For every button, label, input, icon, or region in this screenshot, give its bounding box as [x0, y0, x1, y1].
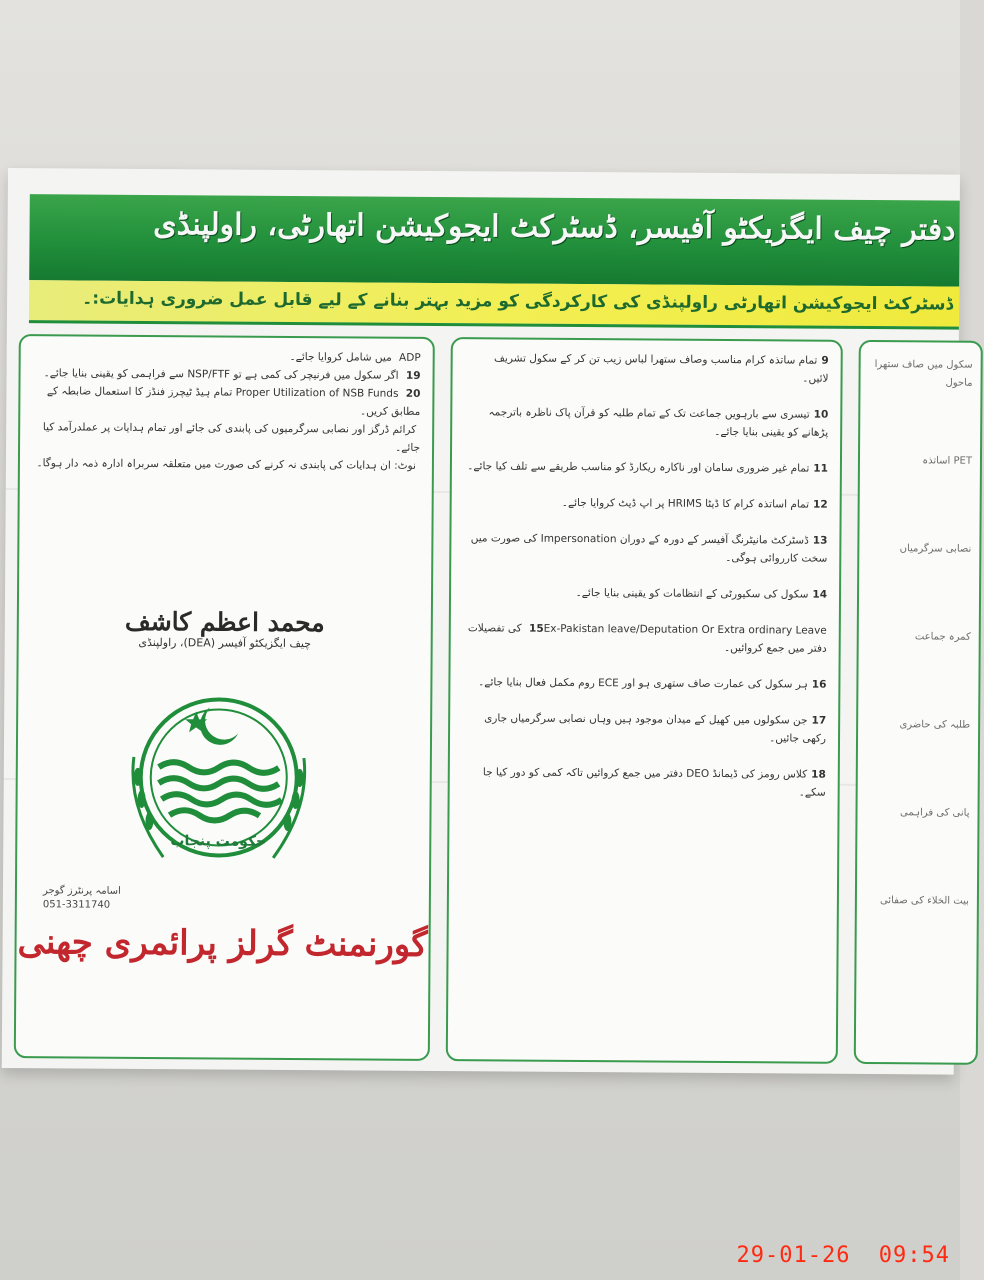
list-item: 9تمام ساتذہ کرام مناسب وصاف ستھرا لباس زیب تن کر کے سکول تشریف لائیں۔	[494, 352, 829, 385]
right-fragment: PET اساتذہ	[922, 455, 973, 467]
list-item: 18کلاس رومز کی ڈیمانڈ DEO دفتر میں جمع کروائیں تاکہ کمی کو دور کیا جا سکے۔	[482, 766, 826, 799]
printer-name: اسامہ پرنٹرز گوجر	[42, 885, 121, 897]
logo-caption: حکومت پنجاب	[170, 833, 267, 850]
list-item: 10تیسری سے بارہویں جماعت تک کے تمام طلبہ کو قرآن پاک ناظرہ باترجمہ پڑھانے کو یقینی بنایا جائے۔	[488, 406, 829, 439]
signature-name: محمد اعظم کاشف	[124, 606, 325, 638]
right-fragment: نصابی سرگرمیاں	[899, 543, 972, 555]
timestamp-date: 29-01-26	[736, 1243, 851, 1268]
right-fragment: کمرہ جماعت	[914, 631, 971, 643]
signature-title: چیف ایگزیکٹو آفیسر (DEA)، راولپنڈی	[138, 635, 312, 651]
left-column	[14, 334, 435, 1061]
list-item: 12تمام اساتذہ کرام کا ڈیٹا HRIMS پر اپ ڈیٹ کروایا جائے۔	[561, 496, 828, 511]
list-item: 11تمام غیر ضروری سامان اور ناکارہ ریکارڈ کو مناسب طریقے سے تلف کیا جائے۔	[467, 460, 828, 475]
right-column	[854, 340, 983, 1065]
list-item: 19 اگر سکول میں فرنیچر کی کمی ہے تو NSP/FTF سے فراہمی کو یقینی بنایا جائے۔	[43, 367, 421, 382]
notice-banner	[2, 168, 973, 1075]
header-bar	[29, 194, 960, 286]
note-item: نوٹ: ان ہدایات کی پابندی نہ کرنے کی صورت میں متعلقہ سربراہ ادارہ ذمہ دار ہوگا۔	[36, 457, 416, 472]
right-fragment: سکول میں صاف ستھرا ماحول	[874, 359, 973, 389]
subtitle-bar	[29, 280, 959, 329]
right-fragment: طلبہ کی حاضری	[899, 719, 971, 731]
list-item: 15Ex-Pakistan leave/Deputation Or Extra ordinary Leave کی تفصیلات دفتر میں جمع کروائیں۔	[467, 622, 827, 655]
printer-phone: 051-3311740	[42, 899, 111, 911]
list-item: 13ڈسٹرکٹ مانیٹرنگ آفیسر کے دورہ کے دوران Impersonation کی صورت میں سخت کارروائی ہوگی۔	[470, 532, 828, 565]
page-subtitle: ڈسٹرکٹ ایجوکیشن اتھارٹی راولپنڈی کی کارکردگی کو مزید بہتر بنانے کے لیے قابل عمل ضروری ہدایات:۔	[82, 288, 954, 315]
photo-timestamp	[723, 1243, 950, 1268]
middle-column	[446, 337, 843, 1064]
school-name: گورنمنٹ گرلز پرائمری چھنی	[17, 922, 428, 965]
list-item: ADP میں شامل کروایا جائے۔	[289, 350, 421, 364]
printer-info	[43, 884, 121, 913]
punjab-logo	[123, 687, 314, 878]
page-title: دفتر چیف ایگزیکٹو آفیسر، ڈسٹرکٹ ایجوکیشن اتھارٹی، راولپنڈی	[153, 207, 956, 248]
right-fragment: بیت الخلاء کی صفائی	[879, 895, 969, 907]
list-item: کرائم ڈرگز اور نصابی سرگرمیوں کی پابندی کی جائے اور تمام ہدایات پر عملدرآمد کیا جائے۔	[42, 421, 421, 454]
list-item: 17جن سکولوں میں کھیل کے میدان موجود ہیں وہاں نصابی سرگرمیاں جاری رکھی جائیں۔	[484, 712, 827, 745]
punjab-emblem-icon	[123, 687, 314, 878]
timestamp-time: 09:54	[878, 1243, 950, 1268]
right-fragment: پانی کی فراہمی	[900, 807, 970, 819]
list-item: 16ہر سکول کی عمارت صاف ستھری ہو اور ECE روم مکمل فعال بنایا جائے۔	[478, 676, 827, 691]
list-item: 14سکول کی سکیورٹی کے انتظامات کو یقینی بنایا جائے۔	[575, 586, 828, 601]
list-item: 20 Proper Utilization of NSB Funds تمام ہیڈ ٹیچرز فنڈز کا استعمال ضابطہ کے مطابق کریں۔	[46, 385, 421, 418]
